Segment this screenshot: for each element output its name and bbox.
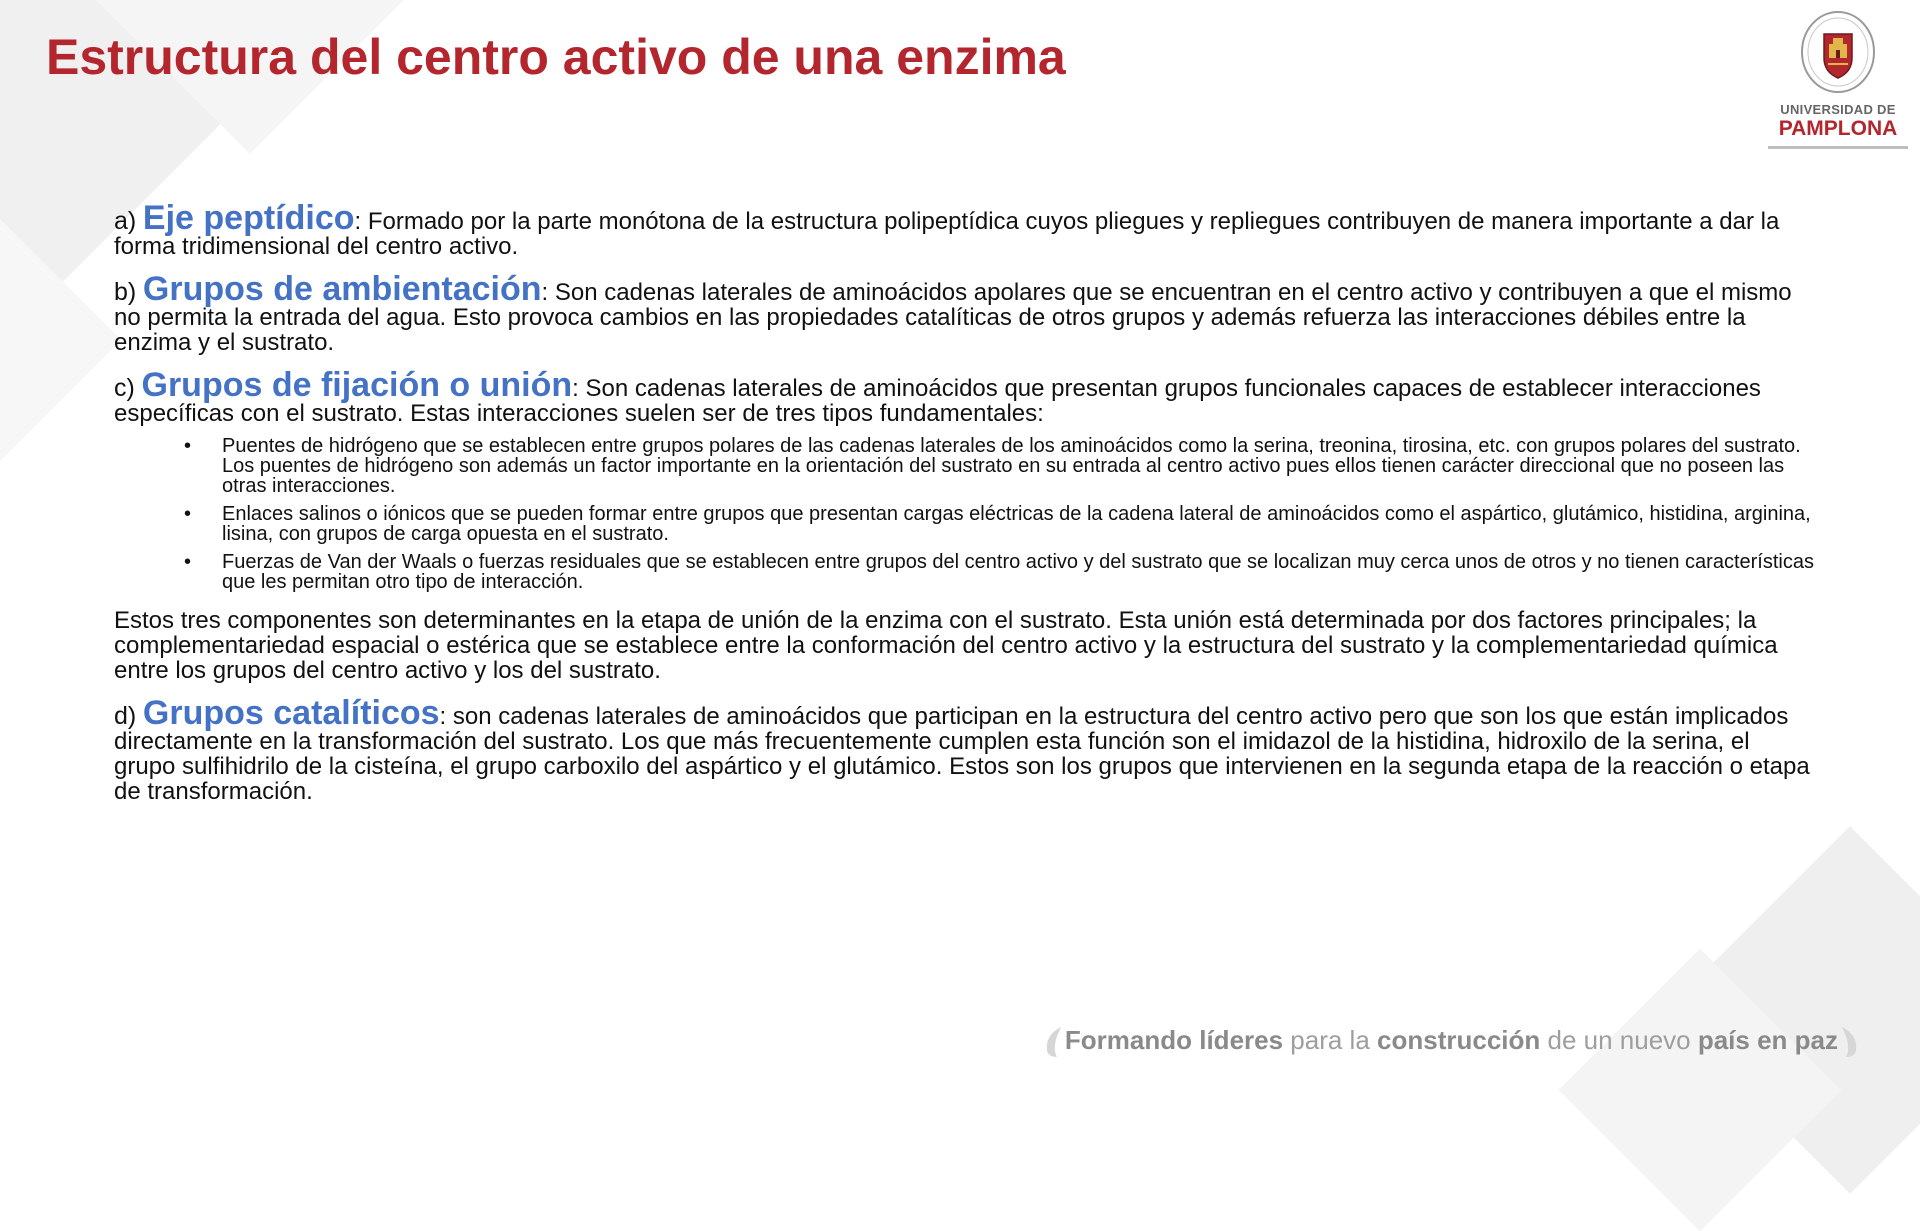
section-keyword: Grupos catalíticos — [142, 694, 440, 732]
interaction-list — [114, 436, 1814, 592]
section-text: : Son cadenas laterales de aminoácidos que presentan grupos funcionales capaces de establecer interacciones específicas con el sustrato. Estas interacciones suelen ser de tres tipos fundamentales: — [114, 375, 1761, 427]
section-keyword: Grupos de fijación o unión — [141, 366, 573, 404]
slogan-part: Formando líderes — [1064, 1025, 1284, 1055]
section-text: : Son cadenas laterales de aminoácidos apolares que se encuentran en el centro activo y contribuyen a que el mismo no permita la entrada del agua. Esto provoca cambios en las propiedades catalíticas de otros grupos y además refuerza las interacciones débiles entre la enzima y el sustrato. — [114, 279, 1792, 356]
list-item — [184, 503, 1814, 545]
bullet-icon: • — [184, 435, 192, 457]
summary-paragraph: Estos tres componentes son determinantes en la etapa de unión de la enzima con el sustrato. Esta unión está determinada por dos factores principales; la complementariedad espacial o estérica que se establece entre la conformación del centro activo y la estructura del sustrato y la complementariedad química entre los grupos del centro activo y los del sustrato. — [114, 607, 1778, 684]
bullet-icon: • — [184, 551, 192, 573]
section-text: : Formado por la parte monótona de la estructura polipeptídica cuyos pliegues y repliegues contribuyen de manera importante a dar la forma tridimensional del centro activo. — [114, 208, 1780, 260]
section-keyword: Eje peptídico — [142, 199, 355, 237]
logo-text-line2: PAMPLONA — [1778, 117, 1898, 140]
logo-text-line1: UNIVERSIDAD DE — [1780, 102, 1896, 117]
bullet-icon: • — [184, 503, 192, 525]
university-logo — [1768, 8, 1908, 149]
list-item-text: Enlaces salinos o iónicos que se pueden formar entre grupos que presentan cargas eléctricas de la cadena lateral de aminoácidos como el aspártico, glutámico, histidina, arginina, lisina, con grupos de carga opuesta en el sustrato. — [222, 503, 1811, 545]
slogan-part: para la — [1283, 1025, 1378, 1055]
page-title: Estructura del centro activo de una enzima — [46, 29, 1066, 85]
section-c — [114, 366, 1814, 427]
section-keyword: Grupos de ambientación — [142, 270, 542, 308]
slide-content — [114, 199, 1814, 822]
list-item — [184, 551, 1814, 593]
section-a — [114, 199, 1814, 260]
section-label: d) — [114, 702, 137, 730]
footer-slogan — [1043, 1025, 1860, 1059]
list-item-text: Puentes de hidrógeno que se establecen entre grupos polares de las cadenas laterales de los aminoácidos como la serina, treonina, tirosina, etc. con grupos polares del sustrato. Los puentes de hidrógeno son además un factor importante en la orientación del sustrato en su entrada al centro activo pues ellos tienen carácter direccional que no poseen las otras interacciones. — [222, 435, 1801, 497]
university-seal-icon — [1798, 8, 1878, 96]
section-b — [114, 270, 1814, 356]
leaf-icon — [1838, 1025, 1860, 1059]
section-text: : son cadenas laterales de aminoácidos que participan en la estructura del centro activo pero que son los que están implicados directamente en la transformación del sustrato. Los que más frecuentemente cumplen esta función son el imidazol de la histidina, hidroxilo de la serina, el grupo sulfihidrilo de la cisteína, el grupo carboxilo del aspártico y el glutámico. Estos son los grupos que intervienen en la segunda etapa de la reacción o etapa de transformación. — [114, 703, 1810, 805]
section-d — [114, 694, 1814, 805]
slogan-part: país en paz — [1697, 1025, 1838, 1055]
list-item-text: Fuerzas de Van der Waals o fuerzas residuales que se establecen entre grupos del centro activo y del sustrato que se localizan muy cerca unos de otros y no tienen características que les permitan otro tipo de interacción. — [222, 551, 1814, 593]
section-label: c) — [114, 374, 135, 402]
logo-divider — [1768, 146, 1908, 149]
slogan-part: construcción — [1377, 1025, 1541, 1055]
list-item — [184, 435, 1814, 497]
leaf-icon — [1043, 1025, 1065, 1059]
slogan-part: de un nuevo — [1540, 1025, 1698, 1055]
section-label: b) — [114, 278, 137, 306]
section-label: a) — [114, 207, 137, 235]
